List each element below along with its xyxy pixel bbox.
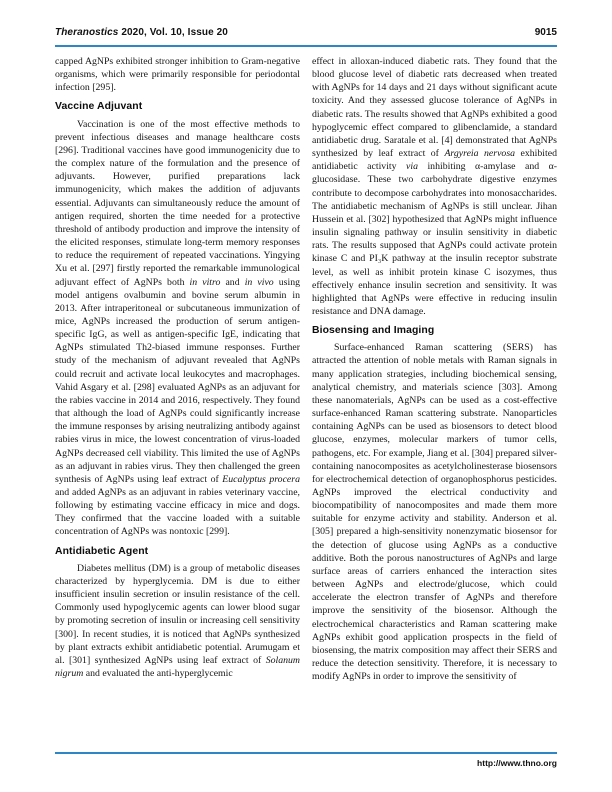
paragraph: Surface-enhanced Raman scattering (SERS) has attracted the attention of noble metals with Raman signals in many application strategies, including biochemical sensing, analytical chemistry, and materials science [303]. Among these nanomaterials, AgNPs can be used as a cost-effective surface-enhanced Raman scattering substrate. Nanoparticles containing AgNPs can be used as biosensors to detect blood glucose, enzymes, molecular markers of tumor cells, pathogens, etc. For example, Jiang et al. [304] prepared silver-containing nanocomposites as acetylcholinesterase biosensors for electrochemical detection of organophosphorus pesticides. AgNPs improved the electrical conductivity and biocompatibility of nanocomposites and made them more suitable for enzyme activity and stability. Anderson et al. [305] prepared a high-sensitivity nonenzymatic biosensor for the detection of glucose using AgNPs as a conductive additive. Both the porous nanostructures of AgNPs and large surface areas of carriers enhanced the interaction sites between AgNPs and electrode/glucose, which could accelerate the electron transfer of AgNPs and therefore improve the sensitivity of the biosensor. Although the electrochemical characteristics and Raman scattering make AgNPs exhibit good application prospects in the field of biosensing, the matrix composition may affect their SERS and reduce the detection sensitivity. Therefore, it is necessary to modify AgNPs in order to improve the sensitivity of [312, 342, 557, 683]
page-header [55, 27, 557, 38]
paragraph: effect in alloxan-induced diabetic rats. They found that the blood glucose level of diabetic rats decreased when treated with AgNPs for 14 days and 21 days without significant acute toxicity. And they assessed glucose tolerance of AgNPs in diabetic rats. The results showed that AgNPs exhibited a good hypoglycemic effect compared to glibenclamide, a standard antidiabetic drug. Saratale et al. [4] demonstrated that AgNPs synthesized by leaf extract of Argyreia nervosa exhibited antidiabetic activity via inhibiting α-amylase and α-glucosidase. These two carbohydrate digestive enzymes contribute to decompose carbohydrates into monosaccharides. The antidiabetic mechanism of AgNPs is still unclear. Jihan Hussein et al. [302] hypothesized that AgNPs might influence insulin signaling pathway or insulin sensitivity in diabetic rats. The results supposed that AgNPs could activate protein kinase C and PI₃K pathway at the insulin receptor substrate level, as well as inhibit protein kinase C isozymes, thus effectively enhance insulin secretion and sensitivity. It was highlighted that AgNPs were effective in reducing insulin resistance and DNA damage. [312, 56, 557, 317]
page-number: 9015 [534, 27, 557, 38]
paragraph: capped AgNPs exhibited stronger inhibition to Gram-negative organisms, which were primarily responsible for periodontal infection [295]. [55, 56, 300, 94]
section-heading-antidiabetic-agent: Antidiabetic Agent [55, 545, 149, 557]
right-column [312, 55, 557, 683]
journal-title: Theranostics [55, 27, 119, 38]
header-divider-rule [55, 45, 557, 47]
two-column-body [55, 55, 557, 683]
section-heading-vaccine-adjuvant: Vaccine Adjuvant [55, 101, 143, 113]
section-heading-biosensing-imaging: Biosensing and Imaging [312, 325, 435, 337]
journal-citation [55, 27, 228, 38]
footer-divider-rule [55, 752, 557, 754]
journal-url: http://www.thno.org [477, 758, 557, 768]
paragraph: Vaccination is one of the most effective methods to prevent infectious diseases and manage healthcare costs [296]. Traditional vaccines have good immunogenicity due to the complex nature of the formulation and the presence of adjuvants. However, purified preparations lack immunogenicity, which makes the addition of adjuvants essential. Adjuvants can simultaneously reduce the amount of antigen required, shorten the time needed for a protective threshold of antibody production and improve the intensity of the elicited responses, stimulate long-term memory responses to reduce the requirement of repeated vaccinations. Yingying Xu et al. [297] firstly reported the remarkable immunological adjuvant effect of AgNPs both in vitro and in vivo using model antigens ovalbumin and bovine serum albumin in 2013. After intraperitoneal or subcutaneous immunization of mice, AgNPs increased the production of serum antigen-specific IgG, as well as antigen-specific IgE, indicating that AgNPs stimulated Th2-biased immune responses. Further study of the mechanism of adjuvant revealed that AgNPs could recruit and activate local leukocytes and macrophages. Vahid Asgary et al. [298] evaluated AgNPs as an adjuvant for the rabies vaccine in 2014 and 2016, respectively. They found that although the load of AgNPs could significantly increase the immune responses by arising neutralizing antibody against rabies virus in mice, the lowest concentration of virus-loaded AgNPs decreased cell viability. This limited the use of AgNPs as an adjuvant in rabies virus. They then challenged the green synthesis of AgNPs using leaf extract of Eucalyptus procera and added AgNPs as an adjuvant in rabies veterinary vaccine, following by estimating vaccine efficacy in mice and dogs. They confirmed that the vaccine loaded with a suitable concentration of AgNPs was nontoxic [299]. [55, 118, 301, 538]
left-column [55, 55, 300, 683]
paragraph: Diabetes mellitus (DM) is a group of metabolic diseases characterized by hyperglycemia. DM is due to either insufficient insulin secretion or insulin resistance of the cell. Commonly used hypoglycemic agents can lower blood sugar by promoting secretion of insulin or increasing cell sensitivity [300]. In recent studies, it is noticed that AgNPs synthesized by plant extracts exhibit antidiabetic potential. Arumugam et al. [301] synthesized AgNPs using leaf extract of Solanum nigrum and evaluated the anti-hyperglycemic [55, 562, 300, 680]
journal-issue-info: 2020, Vol. 10, Issue 20 [118, 27, 228, 38]
